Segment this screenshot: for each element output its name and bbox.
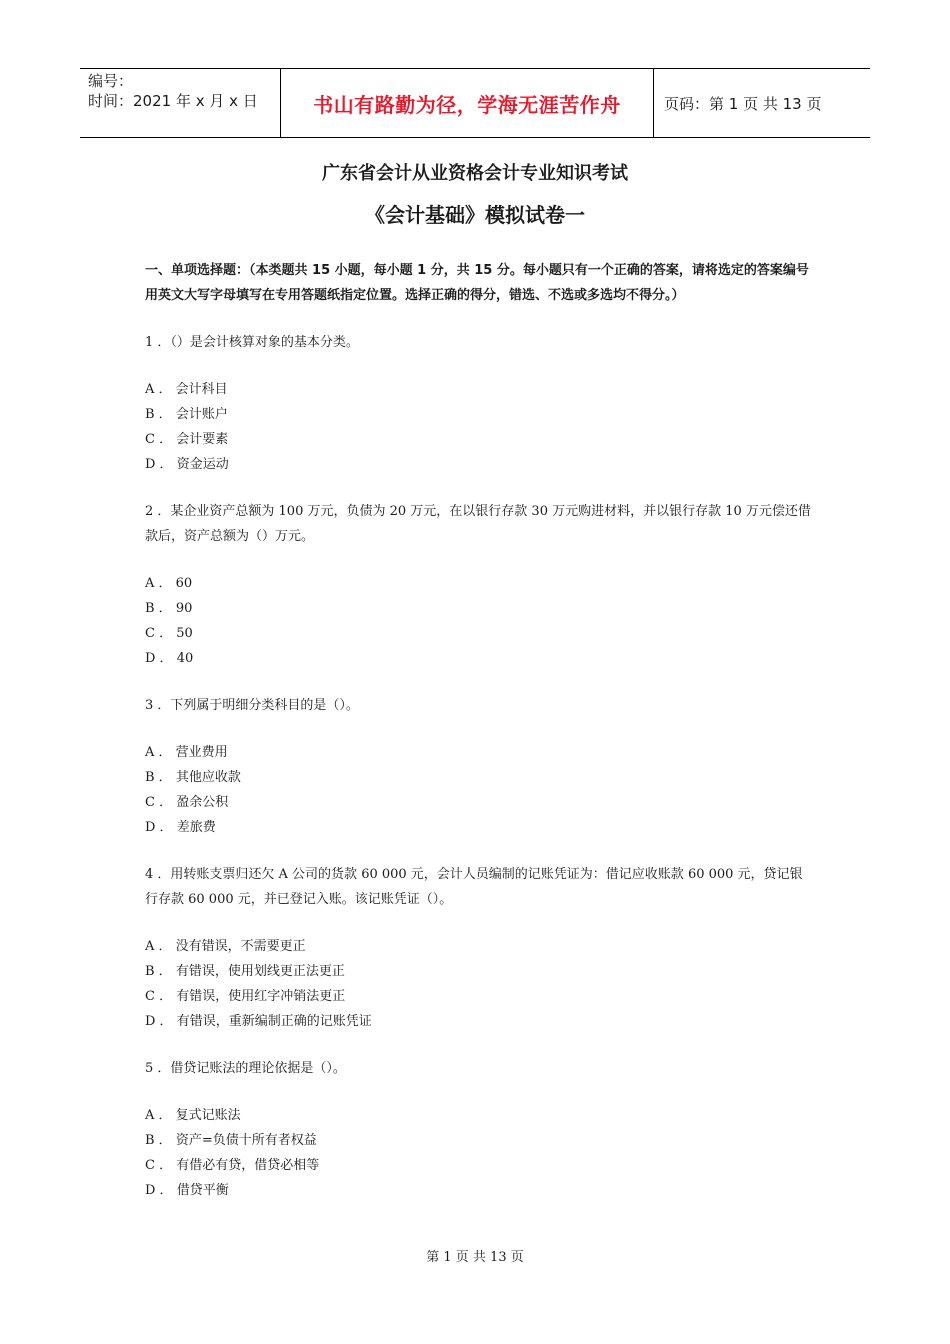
option-c: C ． 盈余公积 [145,795,229,810]
page-info: 页码：第 1 页 共 13 页 [664,94,822,113]
document-header [80,68,870,138]
question-3 [145,693,815,840]
question-5 [145,1056,815,1203]
question-4 [145,862,815,1034]
option-a: A ． 没有错误，不需要更正 [145,939,306,954]
header-meta-cell [80,69,281,137]
option-a: A ． 60 [145,576,193,591]
exam-content [145,258,815,1225]
header-motto-cell [281,69,654,137]
option-d: D ． 40 [145,651,194,666]
section-instruction: 一、单项选择题：（本类题共 15 小题，每小题 1 分，共 15 分。每小题只有一个正确的答案，请将选定的答案编号用英文大写字母填写在专用答题纸指定位置。选择正确的得分，错选、不选或多选均不得分。） [145,263,809,303]
question-stem: 1 ．（）是会计核算对象的基本分类。 [145,335,359,350]
time-label: 时间：2021 年 x 月 x 日 [88,92,258,110]
option-list [145,934,815,1034]
option-list [145,377,815,477]
option-c: C ． 有错误，使用红字冲销法更正 [145,989,346,1004]
option-a: A ． 复式记账法 [145,1108,241,1123]
option-b: B ． 资产=负债十所有者权益 [145,1133,317,1148]
question-stem: 3 ．下列属于明细分类科目的是（）。 [145,698,359,713]
option-d: D ． 有错误，重新编制正确的记账凭证 [145,1014,372,1029]
question-1 [145,330,815,477]
option-b: B ． 有错误，使用划线更正法更正 [145,964,345,979]
option-b: B ． 会计账户 [145,407,228,422]
option-c: C ． 会计要素 [145,432,229,447]
question-2 [145,499,815,671]
exam-title: 广东省会计从业资格会计专业知识考试 [322,163,628,184]
option-d: D ． 差旅费 [145,820,216,835]
option-list [145,571,815,671]
question-stem: 2 ．某企业资产总额为 100 万元，负债为 20 万元，在以银行存款 30 万元购进材料，并以银行存款 10 万元偿还借款后，资产总额为（）万元。 [145,504,811,544]
option-list [145,1103,815,1203]
option-a: A ． 会计科目 [145,382,228,397]
question-stem: 5 ．借贷记账法的理论依据是（）。 [145,1061,346,1076]
option-d: D ． 资金运动 [145,457,229,472]
number-label: 编号： [88,72,134,90]
option-b: B ． 90 [145,601,193,616]
option-c: C ． 有借必有贷，借贷必相等 [145,1158,320,1173]
option-list [145,740,815,840]
option-c: C ． 50 [145,626,193,641]
motto-text: 书山有路勤为径，学海无涯苦作舟 [313,92,621,117]
exam-subtitle: 《会计基础》模拟试卷一 [365,203,585,227]
header-page-cell [654,69,870,137]
option-a: A ． 营业费用 [145,745,228,760]
option-b: B ． 其他应收款 [145,770,241,785]
page-footer: 第 1 页 共 13 页 [426,1250,524,1265]
option-d: D ． 借贷平衡 [145,1183,229,1198]
question-stem: 4 ．用转账支票归还欠 A 公司的货款 60 000 元，会计人员编制的记账凭证为：借记应收账款 60 000 元，贷记银行存款 60 000 元，并已登记入账。该记账凭证（）。 [145,867,803,907]
